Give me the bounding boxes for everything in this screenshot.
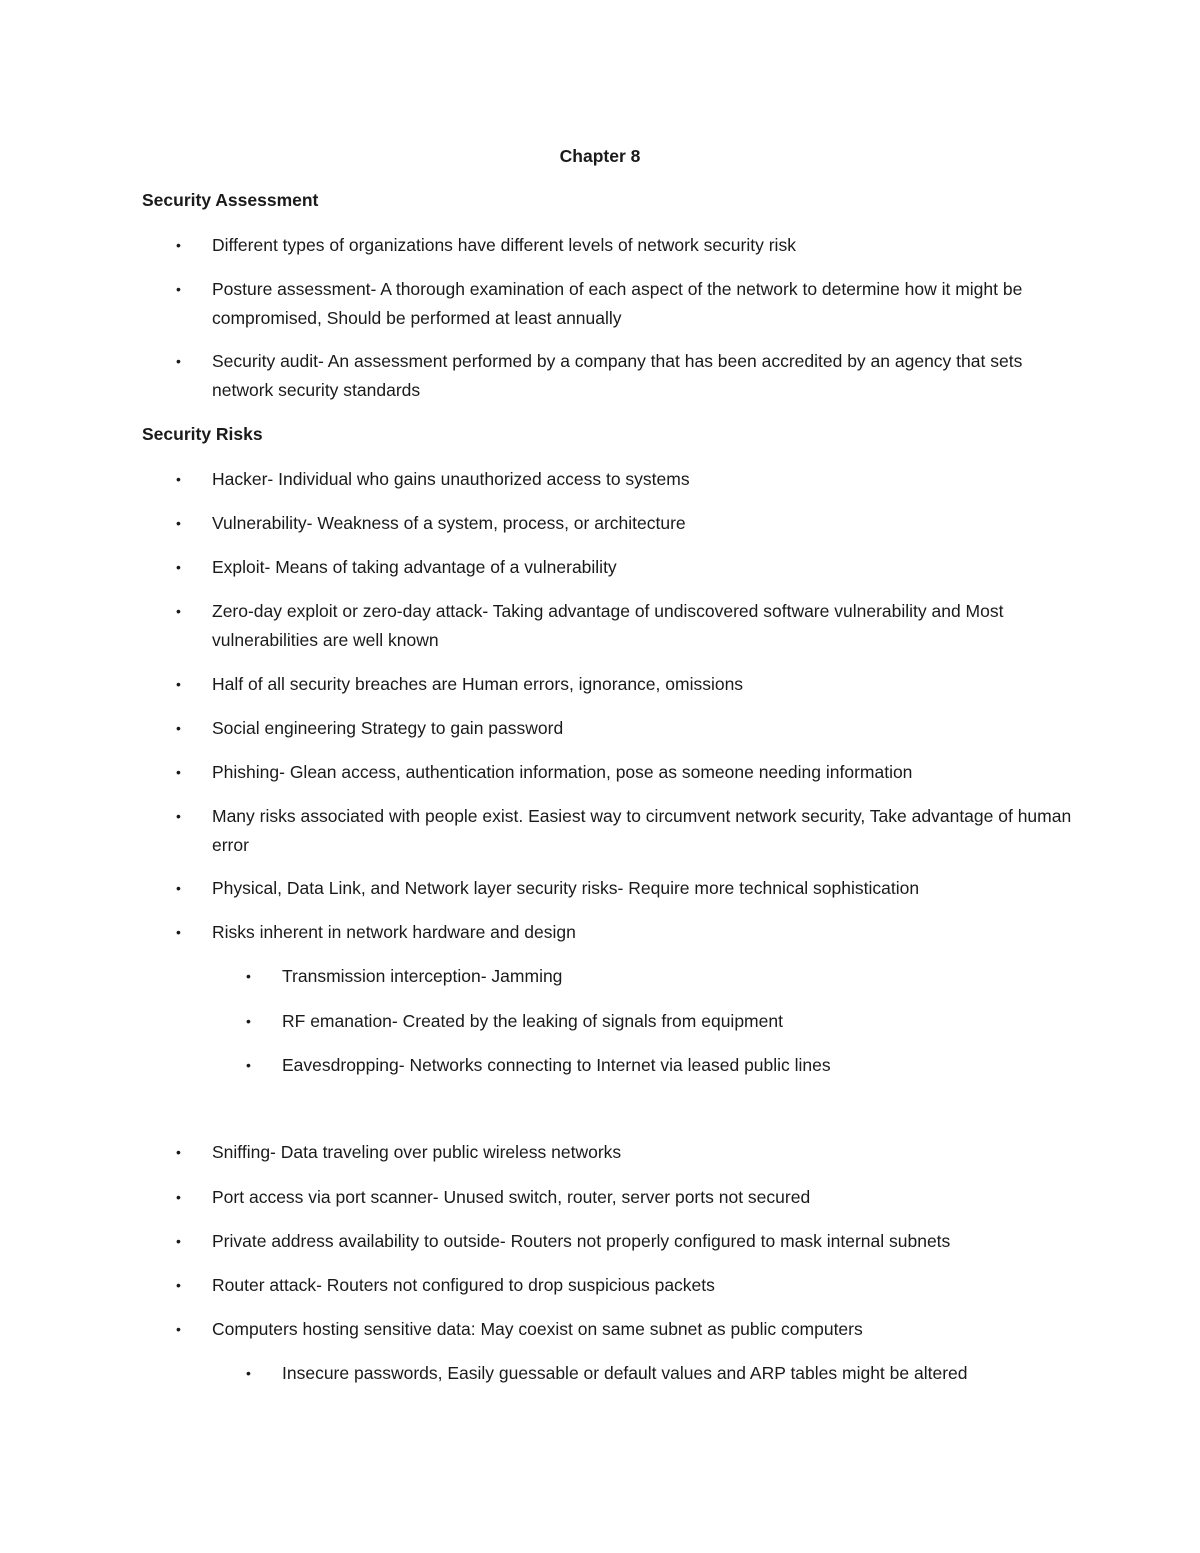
sub-list-item: • RF emanation- Created by the leaking of signals from equipment (282, 1007, 1082, 1036)
page-title: Chapter 8 (559, 146, 641, 166)
sub-list-item: • Insecure passwords, Easily guessable or default values and ARP tables might be altered (282, 1359, 1082, 1388)
bullet-icon: • (176, 515, 181, 531)
list-item: • Hacker- Individual who gains unauthorized access to systems (212, 465, 1072, 494)
list-item: • Many risks associated with people exist. Easiest way to circumvent network security, Take advantage of human error (212, 802, 1072, 859)
list-item: • Social engineering Strategy to gain password (212, 714, 1072, 743)
bullet-icon: • (176, 281, 181, 297)
bullet-icon: • (176, 471, 181, 487)
list-item: • Router attack- Routers not configured to drop suspicious packets (212, 1271, 1072, 1300)
bullet-icon: • (176, 808, 181, 824)
bullet-icon: • (246, 1365, 251, 1381)
list-item: • Risks inherent in network hardware and design (212, 918, 1072, 947)
list-item: • Private address availability to outside- Routers not properly configured to mask internal subnets (212, 1227, 1072, 1256)
bullet-icon: • (176, 1277, 181, 1293)
list-item: • Half of all security breaches are Human errors, ignorance, omissions (212, 670, 1072, 699)
bullet-icon: • (246, 968, 251, 984)
sub-list-item: • Transmission interception- Jamming (282, 962, 1082, 991)
section-heading-security-assessment: Security Assessment (142, 190, 319, 210)
list-item: • Sniffing- Data traveling over public wireless networks (212, 1138, 1072, 1167)
list-item: • Exploit- Means of taking advantage of a vulnerability (212, 553, 1072, 582)
bullet-icon: • (176, 1233, 181, 1249)
bullet-icon: • (176, 559, 181, 575)
bullet-icon: • (176, 237, 181, 253)
list-item: • Zero-day exploit or zero-day attack- Taking advantage of undiscovered software vulnerability and Most vulnerabilities are well known (212, 597, 1072, 654)
bullet-icon: • (176, 924, 181, 940)
bullet-icon: • (246, 1057, 251, 1073)
bullet-icon: • (176, 1144, 181, 1160)
list-item: • Port access via port scanner- Unused switch, router, server ports not secured (212, 1183, 1072, 1212)
bullet-icon: • (176, 1321, 181, 1337)
section-heading-security-risks: Security Risks (142, 424, 263, 444)
list-item: • Physical, Data Link, and Network layer security risks- Require more technical sophistication (212, 874, 1072, 903)
sub-list-item: • Eavesdropping- Networks connecting to Internet via leased public lines (282, 1051, 1082, 1080)
list-item: • Security audit- An assessment performed by a company that has been accredited by an agency that sets network security standards (212, 347, 1072, 404)
bullet-icon: • (176, 603, 181, 619)
bullet-icon: • (176, 880, 181, 896)
list-item: • Phishing- Glean access, authentication information, pose as someone needing information (212, 758, 1072, 787)
bullet-icon: • (176, 720, 181, 736)
bullet-icon: • (176, 1189, 181, 1205)
list-item: • Vulnerability- Weakness of a system, process, or architecture (212, 509, 1072, 538)
bullet-icon: • (246, 1013, 251, 1029)
bullet-icon: • (176, 764, 181, 780)
bullet-icon: • (176, 353, 181, 369)
list-item: • Different types of organizations have different levels of network security risk (212, 231, 1072, 260)
bullet-icon: • (176, 676, 181, 692)
list-item: • Posture assessment- A thorough examination of each aspect of the network to determine how it might be compromised, Should be performed at least annually (212, 275, 1072, 332)
list-item: • Computers hosting sensitive data: May coexist on same subnet as public computers (212, 1315, 1072, 1344)
